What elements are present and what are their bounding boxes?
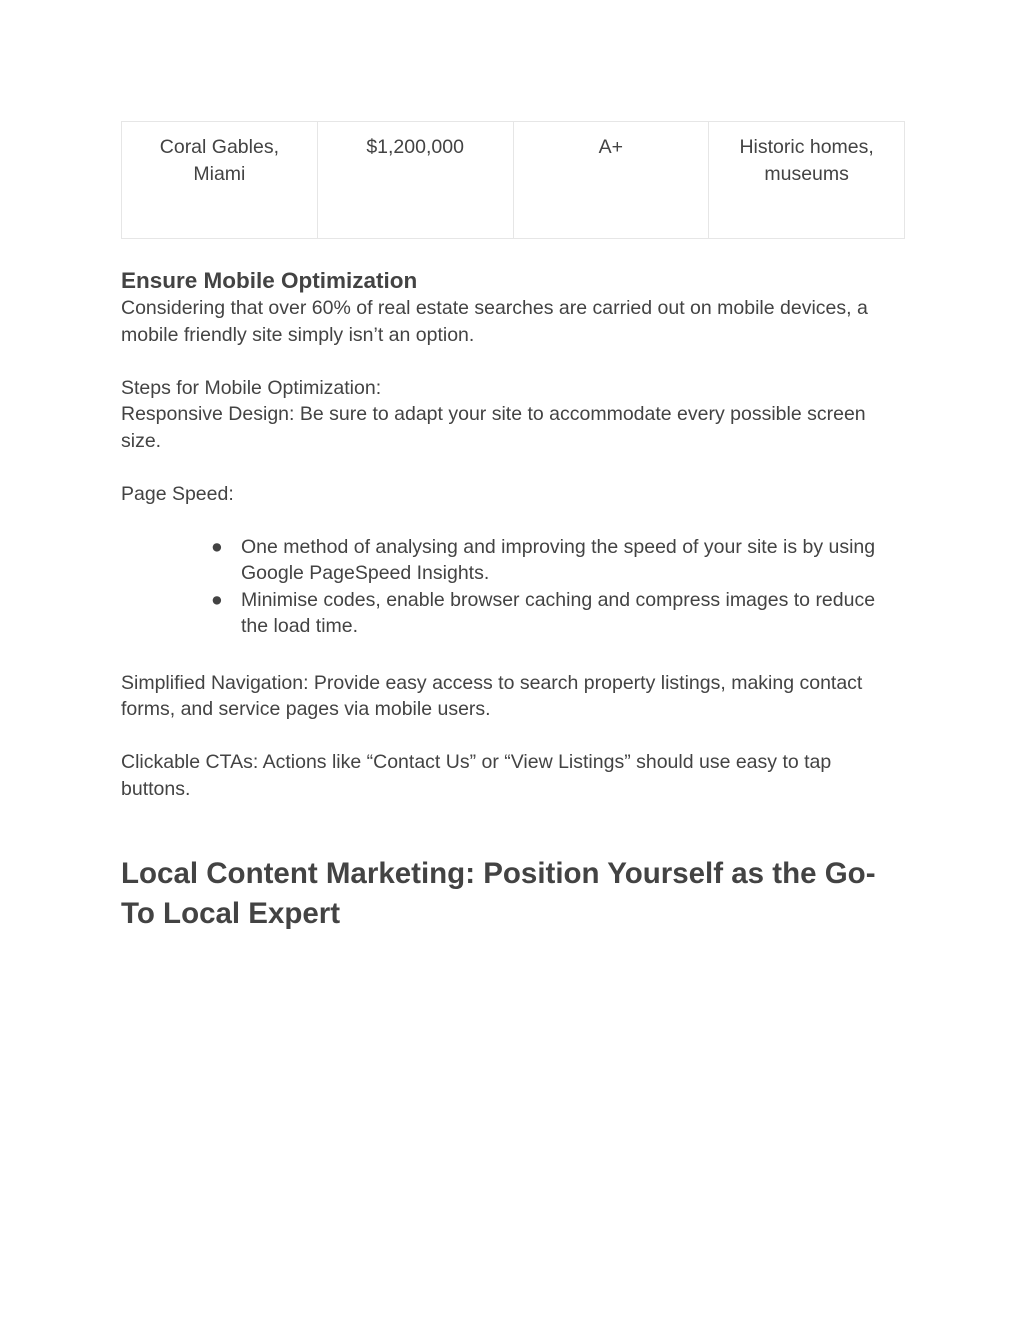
- bullet-icon: ●: [211, 588, 223, 611]
- table-cell-attractions: Historic homes, museums: [709, 122, 905, 239]
- table-cell-rating: A+: [513, 122, 709, 239]
- navigation-paragraph: Simplified Navigation: Provide easy access to search property listings, making contact forms, and service pages via mobile users.: [121, 671, 863, 720]
- cta-paragraph: Clickable CTAs: Actions like “Contact Us” or “View Listings” should use easy to tap buttons.: [121, 751, 832, 800]
- page-speed-list: [121, 534, 904, 640]
- next-section-heading: Local Content Marketing: Position Yourself as the Go-To Local Expert: [121, 857, 876, 930]
- steps-label: Steps for Mobile Optimization:: [121, 376, 382, 399]
- list-item-text: One method of analysing and improving the speed of your site is by using Google PageSpeed Insights.: [241, 535, 876, 584]
- list-item: [209, 534, 904, 587]
- section-heading: Ensure Mobile Optimization: [121, 268, 418, 293]
- table-cell-price: $1,200,000: [317, 122, 513, 239]
- bullet-icon: ●: [211, 535, 223, 558]
- list-item: [209, 587, 904, 640]
- responsive-design-paragraph: Responsive Design: Be sure to adapt your site to accommodate every possible screen size.: [121, 403, 866, 452]
- document-page: [121, 121, 904, 934]
- table-row: [122, 122, 905, 239]
- page-speed-label: Page Speed:: [121, 482, 234, 505]
- intro-paragraph: Considering that over 60% of real estate searches are carried out on mobile devices, a mobile friendly site simply isn’t an option.: [121, 297, 868, 346]
- table-cell-neighborhood: Coral Gables, Miami: [122, 122, 318, 239]
- neighborhood-table: [121, 121, 905, 239]
- list-item-text: Minimise codes, enable browser caching and compress images to reduce the load time.: [241, 588, 876, 637]
